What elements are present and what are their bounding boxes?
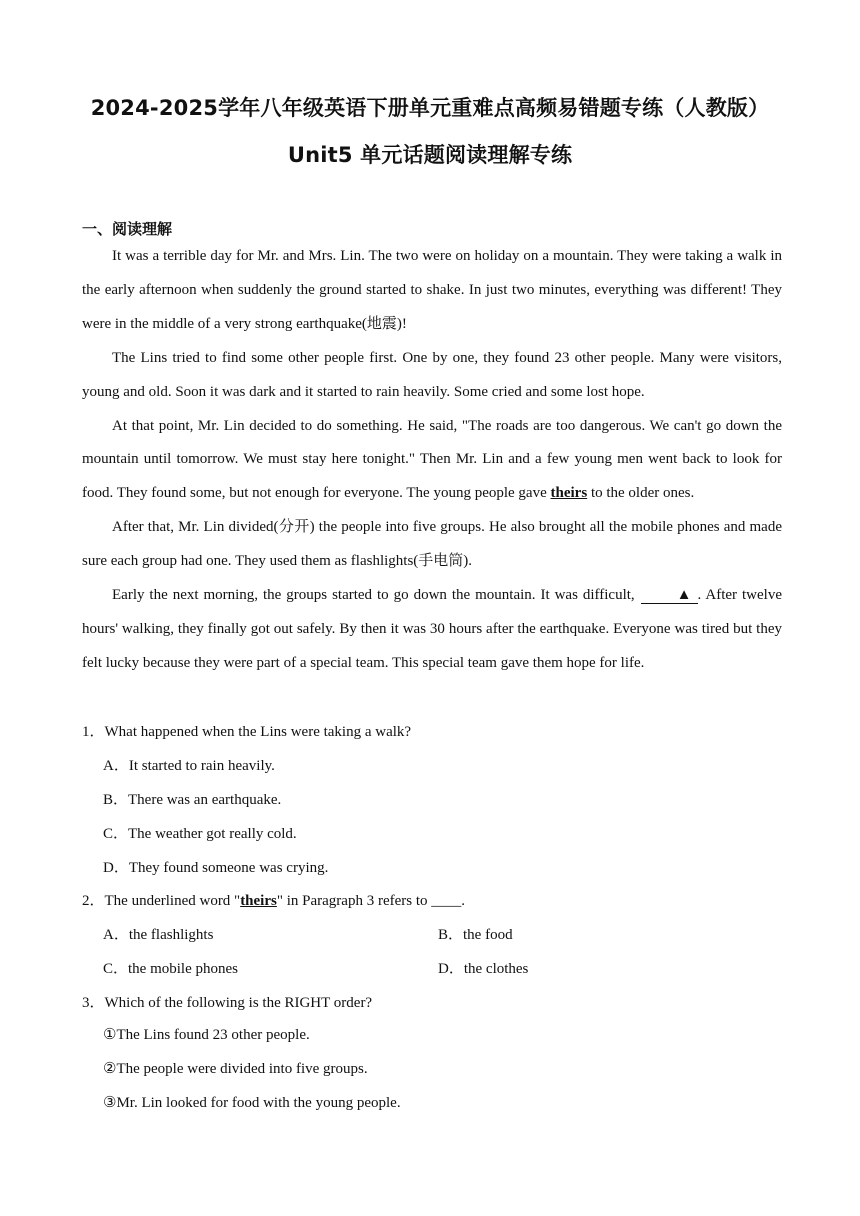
question-number: 1． xyxy=(82,724,105,740)
option-1c[interactable]: C．The weather got really cold. xyxy=(103,826,297,842)
underlined-word: theirs xyxy=(240,893,277,909)
passage-paragraph-1: It was a terrible day for Mr. and Mrs. Lin. The two were on holiday on a mountain. They were taking a walk in the early afternoon when suddenly the ground started to shake. In just two minutes, everything was different! They were in the middle of a very strong earthquake(地震)! xyxy=(82,248,782,332)
order-item-1: ①The Lins found 23 other people. xyxy=(103,1027,310,1043)
question-stem: What happened when the Lins were taking a walk? xyxy=(104,724,412,740)
section-heading: 一、阅读理解 xyxy=(82,220,173,238)
question-stem-end: " in Paragraph 3 refers to ____. xyxy=(276,893,466,909)
paragraph-3-text: At that point, Mr. Lin decided to do something. He said, "The roads are too dangerous. We can't go down the mountain until tomorrow. We must stay here tonight." Then Mr. Lin and a few young men went back to look for food. They found some, but not enough for everyone. The young people gave xyxy=(82,417,782,502)
paragraph-3-tail: to the older ones. xyxy=(587,485,695,502)
paragraph-5-tail: . After twelve hours' walking, they finally got out safely. By then it was 30 hours after the earthquake. Everyone was tired but they felt lucky because they were part of a special team. This special team gave them hope for life. xyxy=(82,587,782,671)
option-2d[interactable]: D．the clothes xyxy=(438,961,529,977)
question-3 xyxy=(82,991,372,1012)
option-1a[interactable]: A．It started to rain heavily. xyxy=(103,758,275,774)
passage-paragraph-4: After that, Mr. Lin divided(分开) the people into five groups. He also brought all the mobile phones and made sure each group had one. They used them as flashlights(手电筒). xyxy=(82,519,782,570)
passage-paragraph-3 xyxy=(82,410,782,512)
option-1b[interactable]: B．There was an earthquake. xyxy=(103,792,282,808)
answer-blank[interactable]: ▲ xyxy=(641,587,698,604)
document-subtitle: Unit5 单元话题阅读理解专练 xyxy=(287,143,573,167)
question-number: 2． xyxy=(82,893,105,909)
passage-paragraph-2: The Lins tried to find some other people first. One by one, they found 23 other people. Many were visitors, young and old. Soon it was dark and it started to rain heavily. Some cried and some lost hope. xyxy=(82,349,782,400)
order-item-3: ③Mr. Lin looked for food with the young people. xyxy=(103,1095,401,1111)
question-stem-start: The underlined word " xyxy=(104,893,241,909)
question-number: 3． xyxy=(82,995,105,1011)
order-item-2: ②The people were divided into five groups. xyxy=(103,1061,368,1077)
option-2b[interactable]: B．the food xyxy=(438,927,513,943)
option-2c[interactable]: C．the mobile phones xyxy=(103,961,238,977)
question-stem: Which of the following is the RIGHT order? xyxy=(104,995,373,1011)
reading-passage xyxy=(82,240,782,681)
underlined-word-theirs: theirs xyxy=(550,485,588,502)
paragraph-5-text: Early the next morning, the groups started to go down the mountain. It was difficult, xyxy=(112,587,635,604)
document-title: 2024-2025学年八年级英语下册单元重难点高频易错题专练（人教版） xyxy=(90,96,770,120)
option-2a[interactable]: A．the flashlights xyxy=(103,927,214,943)
question-1 xyxy=(82,720,411,741)
question-2 xyxy=(82,889,465,910)
option-1d[interactable]: D．They found someone was crying. xyxy=(103,860,329,876)
passage-paragraph-5 xyxy=(82,579,782,681)
